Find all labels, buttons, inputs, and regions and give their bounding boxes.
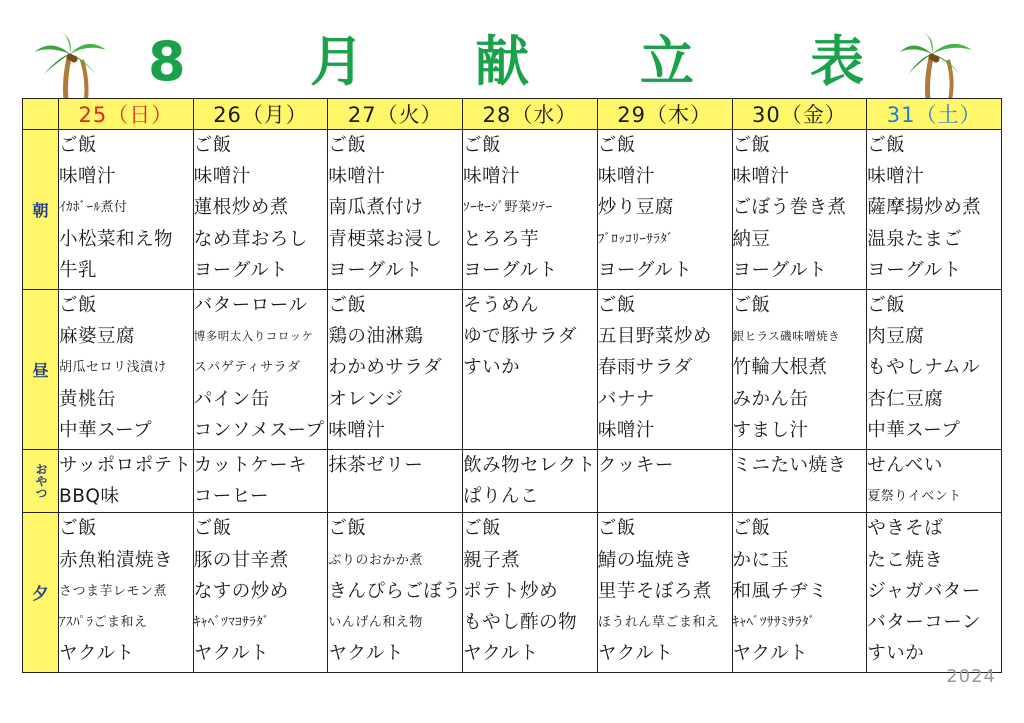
menu-item: ヨーグルト [597, 259, 693, 281]
menu-item: 親子煮 [463, 549, 521, 571]
menu-item: 胡瓜セロリ浅漬け [59, 360, 168, 376]
menu-item: ぱりんこ [463, 486, 540, 508]
menu-item: ｿｰｾｰｼﾞ野菜ｿﾃｰ [463, 200, 553, 216]
menu-item: バナナ [597, 388, 655, 410]
menu-item: さつま芋レモン煮 [59, 583, 168, 599]
menu-item: ヨーグルト [463, 259, 558, 281]
menu-cell [597, 290, 732, 450]
menu-item: なすの炒め [193, 580, 289, 602]
menu-item: 南瓜煮付け [328, 197, 424, 219]
menu-item: ヨーグルト [328, 259, 423, 281]
menu-cell [597, 130, 732, 290]
meal-row [23, 290, 1002, 450]
menu-item: わかめサラダ [328, 357, 443, 379]
menu-item: ご飯 [597, 135, 636, 156]
meal-label: 夕 [23, 513, 59, 673]
year-label: 2024 [946, 666, 996, 687]
menu-item: 肉豆腐 [867, 326, 925, 348]
title-char: 立 [640, 30, 694, 93]
menu-item: 味噌汁 [732, 166, 790, 188]
menu-item: ヤクルト [328, 643, 404, 665]
menu-cell [867, 450, 1002, 513]
menu-cell [328, 130, 463, 290]
menu-item: ご飯 [732, 518, 771, 540]
menu-item: とろろ芋 [463, 228, 540, 250]
day-header: 29（木） [597, 99, 732, 130]
menu-item: ｷｬﾍﾞﾂﾏﾖｻﾗﾀﾞ [193, 615, 270, 631]
menu-item: 味噌汁 [328, 419, 386, 441]
menu-item: ｱｽﾊﾟﾗごま和え [59, 615, 148, 631]
menu-cell [59, 290, 194, 450]
menu-item: バターコーン [867, 612, 981, 634]
meal-row [23, 130, 1002, 290]
menu-item: パイン缶 [193, 388, 270, 410]
menu-item: 中華スープ [59, 419, 153, 441]
menu-item: 味噌汁 [867, 166, 925, 188]
menu-item: ｷｬﾍﾞﾂｻｻﾐｻﾗﾀﾞ [732, 615, 816, 631]
menu-item: 蓮根炒め煮 [193, 197, 289, 219]
menu-item: カットケーキ [193, 455, 308, 476]
menu-item: せんべい [867, 455, 943, 476]
menu-item: ヨーグルト [732, 259, 827, 281]
menu-item: たこ焼き [867, 549, 944, 571]
menu-item: サッポロポテト [59, 455, 192, 476]
menu-item: オレンジ [328, 388, 404, 410]
menu-item: ヤクルト [463, 643, 539, 665]
menu-item: ぶりのおかか煮 [328, 552, 423, 568]
menu-item: ご飯 [59, 135, 98, 156]
menu-item: 味噌汁 [328, 166, 386, 188]
menu-item: ご飯 [732, 295, 771, 316]
menu-item: ジャガバター [867, 580, 981, 602]
menu-item: ヨーグルト [193, 259, 289, 281]
menu-item: なめ茸おろし [193, 228, 308, 250]
menu-item: ヤクルト [732, 643, 808, 665]
menu-item: バターロール [193, 295, 308, 316]
menu-item: かに玉 [732, 549, 790, 571]
menu-item: そうめん [463, 295, 540, 316]
menu-item: ヨーグルト [867, 259, 962, 281]
menu-item: 飲み物セレクト [463, 455, 596, 476]
menu-item: ミニたい焼き [732, 455, 847, 476]
menu-item: 薩摩揚炒め煮 [867, 197, 982, 219]
menu-item: やきそば [867, 518, 944, 540]
day-header: 30（金） [732, 99, 867, 130]
menu-item: 抹茶ゼリー [328, 455, 424, 476]
menu-item: 味噌汁 [59, 166, 117, 188]
title-char: 献 [475, 30, 529, 93]
menu-item: ご飯 [597, 518, 636, 540]
menu-cell [867, 290, 1002, 450]
menu-item: 小松菜和え物 [59, 228, 174, 250]
day-header-row [23, 99, 1002, 130]
menu-cell [732, 130, 867, 290]
menu-cell [867, 130, 1002, 290]
menu-item: 鯖の塩焼き [597, 549, 693, 571]
menu-item: クッキー [597, 455, 674, 476]
menu-item: 博多明太入りコロッケ [193, 329, 314, 344]
menu-item: 納豆 [732, 228, 771, 250]
menu-item: ヤクルト [597, 643, 674, 665]
menu-item: 味噌汁 [597, 166, 655, 188]
menu-item: 青梗菜お浸し [328, 228, 443, 250]
meal-label: 朝 [23, 130, 59, 290]
menu-item: ご飯 [59, 518, 98, 540]
menu-item: ご飯 [732, 135, 771, 156]
menu-item: 味噌汁 [193, 166, 251, 188]
menu-item: ご飯 [193, 135, 232, 156]
menu-item: ｲｶﾎﾞｰﾙ煮付 [59, 200, 128, 216]
menu-item: もやし酢の物 [463, 612, 578, 634]
menu-item: 牛乳 [59, 259, 98, 281]
menu-item: 里芋そぼろ煮 [597, 580, 712, 602]
menu-item: コーヒー [193, 486, 269, 508]
menu-item: もやしナムル [867, 357, 981, 379]
menu-item: ご飯 [59, 295, 98, 316]
day-header: 27（火） [328, 99, 463, 130]
menu-cell [193, 513, 328, 673]
menu-item: ポテト炒め [463, 580, 559, 602]
menu-cell [193, 450, 328, 513]
menu-item: 麻婆豆腐 [59, 326, 136, 348]
meal-label: おやつ [23, 450, 59, 513]
menu-item: ごぼう巻き煮 [732, 197, 847, 219]
page-title [0, 30, 1024, 100]
title-month-number: 8 [148, 30, 186, 93]
menu-cell [193, 290, 328, 450]
menu-item: 五目野菜炒め [597, 326, 712, 348]
menu-item: みかん缶 [732, 388, 809, 410]
day-header: 25（日） [59, 99, 194, 130]
menu-cell [328, 450, 463, 513]
menu-item: いんげん和え物 [328, 615, 423, 631]
menu-cell [732, 450, 867, 513]
menu-item: 黄桃缶 [59, 388, 117, 410]
menu-item: きんぴらごぼう [328, 580, 462, 602]
menu-cell [193, 130, 328, 290]
menu-item: 和風チヂミ [732, 580, 828, 602]
menu-item: 銀ヒラス磯味噌焼き [732, 329, 841, 344]
menu-item: スパゲティサラダ [193, 360, 301, 376]
menu-cell [59, 130, 194, 290]
menu-item: ご飯 [867, 295, 906, 316]
corner-cell [23, 99, 59, 130]
menu-item: ご飯 [463, 135, 502, 156]
menu-item: コンソメスープ [193, 419, 325, 441]
menu-cell [463, 130, 598, 290]
title-char: 月 [310, 30, 364, 93]
menu-cell [328, 513, 463, 673]
menu-item: BBQ味 [59, 486, 120, 508]
menu-item: ヤクルト [59, 643, 135, 665]
menu-cell [59, 450, 194, 513]
menu-item: ヤクルト [193, 643, 270, 665]
menu-cell [732, 290, 867, 450]
menu-item: 春雨サラダ [597, 357, 693, 379]
menu-cell [328, 290, 463, 450]
day-header: 28（水） [463, 99, 598, 130]
menu-item: ご飯 [867, 135, 906, 156]
meal-row [23, 513, 1002, 673]
menu-item: ご飯 [328, 135, 367, 156]
menu-item: ご飯 [193, 518, 232, 540]
menu-table [22, 98, 1002, 673]
menu-cell [463, 513, 598, 673]
menu-cell [463, 290, 598, 450]
meal-label: 昼 [23, 290, 59, 450]
menu-item: 中華スープ [867, 419, 961, 441]
menu-item: 竹輪大根煮 [732, 357, 828, 379]
menu-item: ご飯 [328, 295, 367, 316]
meal-row [23, 450, 1002, 513]
menu-item: ご飯 [328, 518, 367, 540]
menu-item: 杏仁豆腐 [867, 388, 944, 410]
menu-item: ﾌﾞﾛｯｺﾘｰｻﾗﾀﾞ [597, 231, 674, 247]
title-char: 表 [810, 30, 864, 93]
menu-item: ご飯 [597, 295, 636, 316]
menu-item: ほうれん草ごま和え [597, 615, 720, 631]
menu-item: ご飯 [463, 518, 502, 540]
menu-item: 味噌汁 [463, 166, 521, 188]
menu-item: 夏祭りイベント [867, 489, 962, 505]
menu-item: 豚の甘辛煮 [193, 549, 289, 571]
menu-cell [867, 513, 1002, 673]
menu-cell [597, 513, 732, 673]
menu-cell [463, 450, 598, 513]
menu-item: 炒り豆腐 [597, 197, 674, 219]
menu-cell [59, 513, 194, 673]
menu-item: すまし汁 [732, 419, 809, 441]
day-header: 31（土） [867, 99, 1002, 130]
day-header: 26（月） [193, 99, 328, 130]
menu-item: すいか [463, 357, 521, 379]
menu-item: ゆで豚サラダ [463, 326, 577, 348]
menu-item: 鶏の油淋鶏 [328, 326, 424, 348]
menu-cell [597, 450, 732, 513]
menu-item: 味噌汁 [597, 419, 655, 441]
menu-item: すいか [867, 643, 925, 665]
menu-cell [732, 513, 867, 673]
menu-item: 温泉たまご [867, 228, 963, 250]
menu-item: 赤魚粕漬焼き [59, 549, 174, 571]
